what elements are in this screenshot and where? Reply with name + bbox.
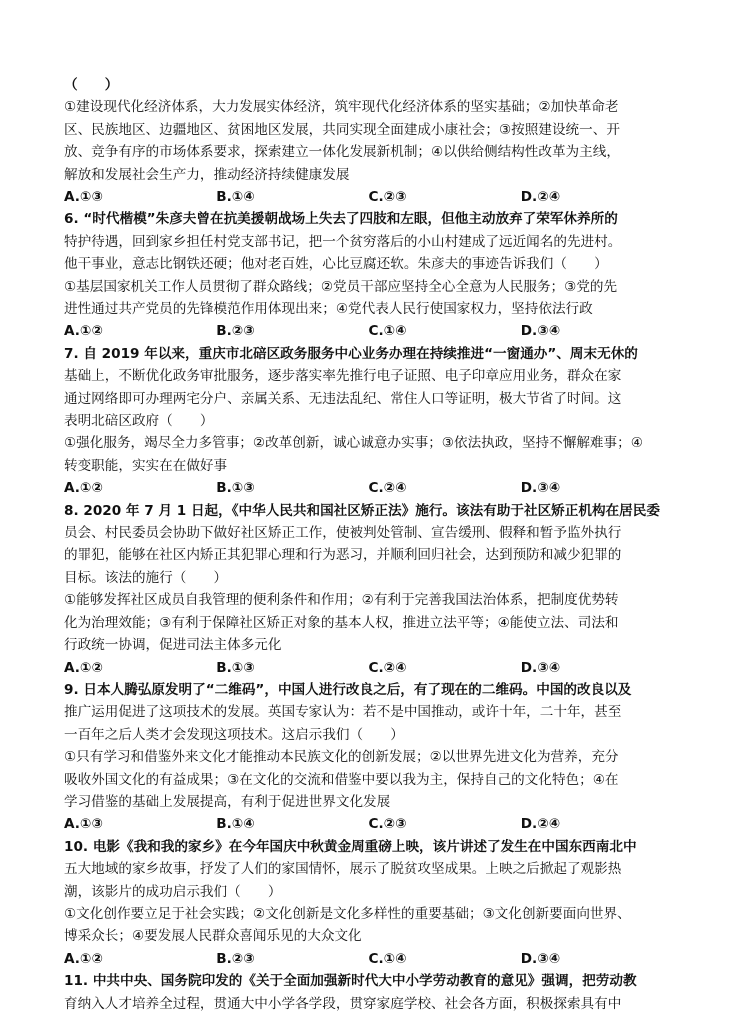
question-text-line: ①基层国家机关工作人员贯彻了群众路线；②党员干部应坚持全心全意为人民服务；③党的先 (64, 278, 618, 295)
answer-option[interactable]: D.③④ (520, 323, 561, 340)
question-text-line: 吸收外国文化的有益成果；③在文化的交流和借鉴中要以我为主，保持自己的文化特色；④在 (64, 771, 619, 788)
question-text-line: 推广运用促进了这项技术的发展。英国专家认为：若不是中国推动，或许十年，二十年，甚至 (64, 704, 622, 721)
answer-options (64, 948, 673, 970)
question-text-line: 一百年之后人类才会发现这项技术。这启示我们（ ） (64, 726, 404, 743)
question-text-line: ①只有学习和借鉴外来文化才能推动本民族文化的创新发展；②以世界先进文化为营养，充分 (64, 749, 619, 766)
answer-option[interactable]: B.②③ (216, 950, 255, 967)
question-block (64, 74, 673, 208)
answer-option[interactable]: A.①② (64, 323, 103, 340)
answer-option[interactable]: B.①④ (216, 189, 255, 206)
question-text-line: 特护待遇，回到家乡担任村党支部书记，把一个贫穷落后的小山村建成了远近闻名的先进村。 (64, 233, 622, 250)
question-text-line: 目标。该法的施行（ ） (64, 569, 228, 586)
question-text-line: 化为治理效能；③有利于保障社区矫正对象的基本人权，推进立法平等；④能使立法、司法和 (64, 614, 619, 631)
question-text-line: 10. 电影《我和我的家乡》在今年国庆中秋黄金周重磅上映，该片讲述了发生在中国东西南北中 (64, 838, 637, 855)
question-block (64, 208, 673, 342)
question-text-line: 行政统一协调，促进司法主体多元化 (64, 637, 282, 654)
answer-option[interactable]: B.①③ (216, 659, 255, 676)
question-block (64, 970, 673, 1015)
question-text-line: 进性通过共产党员的先锋模范作用体现出来；④党代表人民行使国家权力，坚持依法行政 (64, 301, 593, 318)
question-text-line: 他干事业，意志比钢铁还硬；他对老百姓，心比豆腐还软。朱彦夫的事迹告诉我们（ ） (64, 256, 608, 273)
question-text-line: 11. 中共中央、国务院印发的《关于全面加强新时代大中小学劳动教育的意见》强调，把劳动教 (64, 973, 637, 990)
answer-option[interactable]: D.③④ (520, 659, 561, 676)
question-block (64, 836, 673, 970)
answer-options (64, 186, 673, 208)
answer-option[interactable]: B.②③ (216, 323, 255, 340)
question-text-line: 放、竞争有序的市场体系要求，探索建立一体化发展新机制；④以供给侧结构性改革为主线， (64, 144, 620, 161)
question-text-line: 6. “时代楷模”朱彦夫曾在抗美援朝战场上失去了四肢和左眼，但他主动放弃了荣军休养所的 (64, 211, 618, 228)
answer-options (64, 657, 673, 679)
answer-option[interactable]: C.②③ (368, 189, 407, 206)
answer-option[interactable]: B.①③ (216, 480, 255, 497)
question-text-line: 基础上，不断优化政务审批服务，逐步落实率先推行电子证照、电子印章应用业务，群众在家 (64, 368, 622, 385)
question-text-line: 的罪犯，能够在社区内矫正其犯罪心理和行为恶习，并顺利回归社会，达到预防和减少犯罪的 (64, 547, 622, 564)
question-text-line: 7. 自 2019 年以来，重庆市北碚区政务服务中心业务办理在持续推进“一窗通办”、周末无休的 (64, 345, 638, 362)
answer-options (64, 477, 673, 499)
question-text-line: 五大地域的家乡故事，抒发了人们的家国情怀，展示了脱贫攻坚成果。上映之后掀起了观影热 (64, 861, 622, 878)
answer-option[interactable]: C.①④ (368, 950, 407, 967)
question-text-line: 博采众长；④要发展人民群众喜闻乐见的大众文化 (64, 928, 362, 945)
question-text-line: 员会、村民委员会协助下做好社区矫正工作，使被判处管制、宣告缓刑、假释和暂予监外执行 (64, 525, 622, 542)
question-text-line: 潮，该影片的成功启示我们（ ） (64, 883, 282, 900)
question-block (64, 500, 673, 679)
question-text-line: ①文化创作要立足于社会实践；②文化创新是文化多样性的重要基础；③文化创新要面向世界、 (64, 905, 631, 922)
question-text-line: （ ） (64, 77, 119, 93)
answer-options (64, 813, 673, 835)
answer-option[interactable]: A.①③ (64, 189, 103, 206)
question-text-line: 解放和发展社会生产力，推动经济持续健康发展 (64, 166, 350, 183)
answer-option[interactable]: C.①④ (368, 323, 407, 340)
question-text-line: 8. 2020 年 7 月 1 日起，《中华人民共和国社区矫正法》施行。该法有助于社区矫正机构在居民委 (64, 502, 660, 519)
answer-options (64, 320, 673, 342)
answer-option[interactable]: D.②④ (520, 189, 561, 206)
question-text-line: 区、民族地区、边疆地区、贫困地区发展，共同实现全面建成小康社会；③按照建设统一、开 (64, 121, 620, 138)
answer-option[interactable]: D.③④ (520, 950, 561, 967)
answer-option[interactable]: D.②④ (520, 816, 561, 833)
answer-option[interactable]: A.①② (64, 659, 103, 676)
question-text-line: 9. 日本人腾弘原发明了“二维码”，中国人进行改良之后，有了现在的二维码。中国的改良以及 (64, 681, 632, 698)
question-text-line: 通过网络即可办理两宅分户、亲属关系、无违法乱纪、常住人口等证明，极大节省了时间。这 (64, 390, 622, 407)
answer-option[interactable]: C.②③ (368, 816, 407, 833)
answer-option[interactable]: D.③④ (520, 480, 561, 497)
question-block (64, 679, 673, 836)
answer-option[interactable]: A.①② (64, 950, 103, 967)
answer-option[interactable]: C.②④ (368, 659, 407, 676)
question-text-line: 学习借鉴的基础上发展提高，有利于促进世界文化发展 (64, 793, 391, 810)
answer-option[interactable]: C.②④ (368, 480, 407, 497)
question-text-line: 转变职能，实实在在做好事 (64, 457, 228, 474)
answer-option[interactable]: A.①③ (64, 816, 103, 833)
question-block (64, 343, 673, 500)
question-text-line: 表明北碚区政府（ ） (64, 413, 214, 430)
answer-option[interactable]: B.①④ (216, 816, 255, 833)
question-text-line: ①能够发挥社区成员自我管理的便利条件和作用；②有利于完善我国法治体系，把制度优势转 (64, 592, 619, 609)
question-text-line: ①建设现代化经济体系，大力发展实体经济，筑牢现代化经济体系的坚实基础；②加快革命老 (64, 99, 619, 116)
question-text-line: 育纳入人才培养全过程，贯通大中小学各学段，贯穿家庭学校、社会各方面，积极探索具有中 (64, 995, 622, 1012)
answer-option[interactable]: A.①② (64, 480, 103, 497)
question-text-line: ①强化服务，竭尽全力多管事；②改革创新，诚心诚意办实事；③依法执政，坚持不懈解难事；④ (64, 435, 643, 452)
